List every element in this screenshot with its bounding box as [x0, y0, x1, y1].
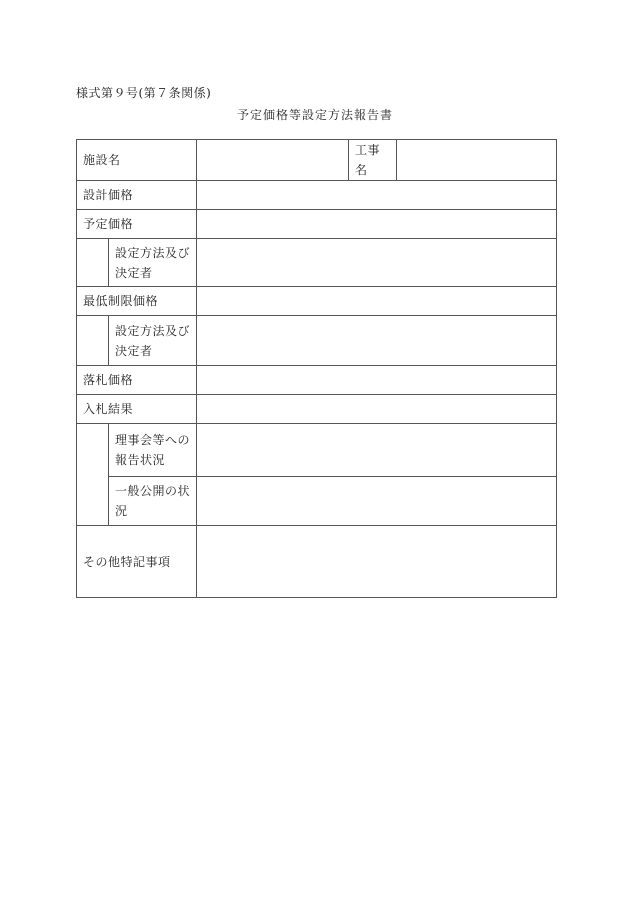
row-planned-price [77, 210, 557, 239]
min-limit-price-label: 最低制限価格 [77, 287, 197, 316]
design-price-label: 設計価格 [77, 181, 197, 210]
planned-method-label-line1: 設定方法及び [115, 245, 191, 260]
board-report-field[interactable] [197, 424, 557, 477]
row-public-disclosure [77, 477, 557, 526]
indent-cell [77, 316, 109, 366]
report-form-table [76, 139, 557, 598]
winning-bid-label: 落札価格 [77, 366, 197, 395]
planned-method-field[interactable] [197, 239, 557, 287]
planned-method-label-line2: 決定者 [115, 265, 153, 280]
row-bid-result [77, 395, 557, 424]
row-planned-method [77, 239, 557, 287]
board-report-label [109, 424, 197, 477]
facility-name-field[interactable] [197, 140, 349, 181]
public-disclosure-label-line1: 一般公開の状 [115, 484, 191, 498]
planned-method-label [109, 239, 197, 287]
indent-cell [77, 477, 109, 526]
facility-name-label: 施設名 [77, 140, 197, 181]
form-number: 様式第９号(第７条関係) [76, 86, 212, 100]
row-min-limit-price [77, 287, 557, 316]
document-title: 予定価格等設定方法報告書 [236, 108, 393, 122]
planned-price-field[interactable] [197, 210, 557, 239]
public-disclosure-label-line2: 況 [115, 504, 128, 518]
min-method-label-line2: 決定者 [115, 343, 153, 358]
winning-bid-field[interactable] [197, 366, 557, 395]
bid-result-field[interactable] [197, 395, 557, 424]
min-method-label-line1: 設定方法及び [115, 323, 191, 338]
other-notes-label: その他特記事項 [77, 526, 197, 598]
construction-name-field[interactable] [397, 140, 557, 181]
design-price-field[interactable] [197, 181, 557, 210]
row-board-report [77, 424, 557, 477]
bid-result-label: 入札結果 [77, 395, 197, 424]
public-disclosure-label [109, 477, 197, 526]
board-report-label-line1: 理事会等への [115, 433, 191, 447]
min-method-label [109, 316, 197, 366]
row-winning-bid [77, 366, 557, 395]
construction-name-label: 工事名 [349, 140, 397, 181]
row-design-price [77, 181, 557, 210]
row-min-method [77, 316, 557, 366]
indent-cell [77, 424, 109, 477]
min-limit-price-field[interactable] [197, 287, 557, 316]
other-notes-field[interactable] [197, 526, 557, 598]
indent-cell [77, 239, 109, 287]
row-other-notes [77, 526, 557, 598]
row-facility-name [77, 140, 557, 181]
public-disclosure-field[interactable] [197, 477, 557, 526]
planned-price-label: 予定価格 [77, 210, 197, 239]
min-method-field[interactable] [197, 316, 557, 366]
board-report-label-line2: 報告状況 [115, 453, 166, 467]
